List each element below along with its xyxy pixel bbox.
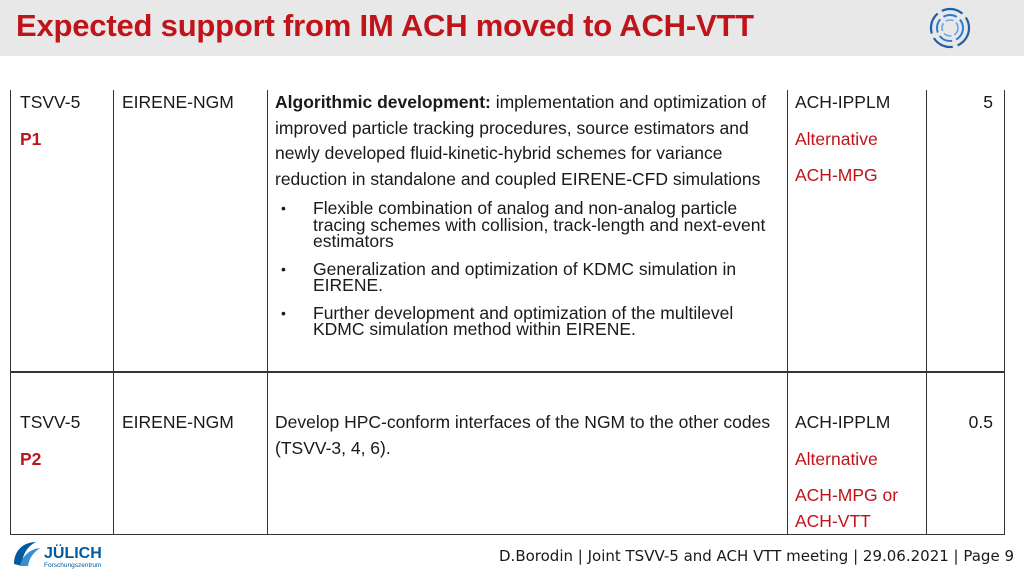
code-cell bbox=[114, 90, 268, 372]
table-row bbox=[11, 372, 1005, 535]
title-bar bbox=[0, 0, 1024, 56]
list-item-text: Generalization and optimization of KDMC simulation in EIRENE. bbox=[313, 258, 737, 295]
alternative-team: ACH-MPG or ACH-VTT bbox=[795, 485, 899, 531]
bullet-list bbox=[275, 200, 781, 338]
code-label: EIRENE-NGM bbox=[122, 412, 234, 432]
priority-label: P2 bbox=[20, 448, 42, 469]
list-item-text: Further development and optimization of the multilevel KDMC simulation method within EIRENE. bbox=[313, 302, 734, 339]
description-text: Develop HPC-conform interfaces of the NGM to the other codes (TSVV-3, 4, 6). bbox=[275, 412, 771, 458]
bullet-icon: • bbox=[281, 260, 286, 277]
eurofusion-ring-icon bbox=[928, 6, 972, 50]
description bbox=[275, 90, 781, 192]
description-heading: Algorithmic development: bbox=[275, 92, 491, 112]
team-cell bbox=[788, 372, 927, 535]
project-label: TSVV-5 bbox=[20, 412, 81, 432]
team-label: ACH-IPPLM bbox=[795, 92, 891, 112]
ppy-value: 5 bbox=[983, 92, 993, 112]
logo-subtext: Forschungszentrum bbox=[44, 562, 102, 569]
list-item bbox=[275, 258, 781, 295]
bullet-icon: • bbox=[281, 200, 286, 216]
team-label: ACH-IPPLM bbox=[795, 412, 891, 432]
juelich-logo-icon bbox=[14, 542, 40, 566]
priority-label: P1 bbox=[20, 128, 42, 149]
project-cell bbox=[11, 372, 114, 535]
code-label: EIRENE-NGM bbox=[122, 92, 234, 112]
support-table-row2 bbox=[10, 371, 1005, 535]
slide-title: Expected support from IM ACH moved to ACH-VTT bbox=[16, 8, 754, 43]
ppy-cell bbox=[927, 90, 1005, 372]
list-item-text: Flexible combination of analog and non-analog particle tracing schemes with collision, track-length and next-event estimators bbox=[313, 198, 766, 251]
ppy-cell bbox=[927, 372, 1005, 535]
alternative-label: Alternative bbox=[795, 448, 878, 469]
description-text: implementation and optimization of improved particle tracking procedures, source estimators and newly developed fluid-kinetic-hybrid schemes for variance reduction in standalone and coupled EIRENE-CFD simulations bbox=[275, 92, 767, 189]
bullet-icon: • bbox=[281, 304, 286, 321]
description-cell bbox=[268, 372, 788, 535]
code-cell bbox=[114, 372, 268, 535]
support-table bbox=[10, 90, 1005, 373]
team-cell bbox=[788, 90, 927, 372]
table-row bbox=[11, 90, 1005, 372]
alternative-team: ACH-MPG bbox=[795, 165, 878, 185]
juelich-logo bbox=[10, 538, 114, 570]
project-label: TSVV-5 bbox=[20, 92, 81, 112]
footer-text: D.Borodin | Joint TSVV-5 and ACH VTT meeting | 29.06.2021 | Page 9 bbox=[499, 547, 1014, 565]
list-item bbox=[275, 200, 781, 250]
project-cell bbox=[11, 90, 114, 372]
description-cell bbox=[268, 90, 788, 372]
ppy-value: 0.5 bbox=[968, 412, 993, 432]
alternative-label: Alternative bbox=[795, 128, 878, 149]
logo-text: JÜLICH bbox=[44, 545, 102, 562]
list-item bbox=[275, 302, 781, 339]
